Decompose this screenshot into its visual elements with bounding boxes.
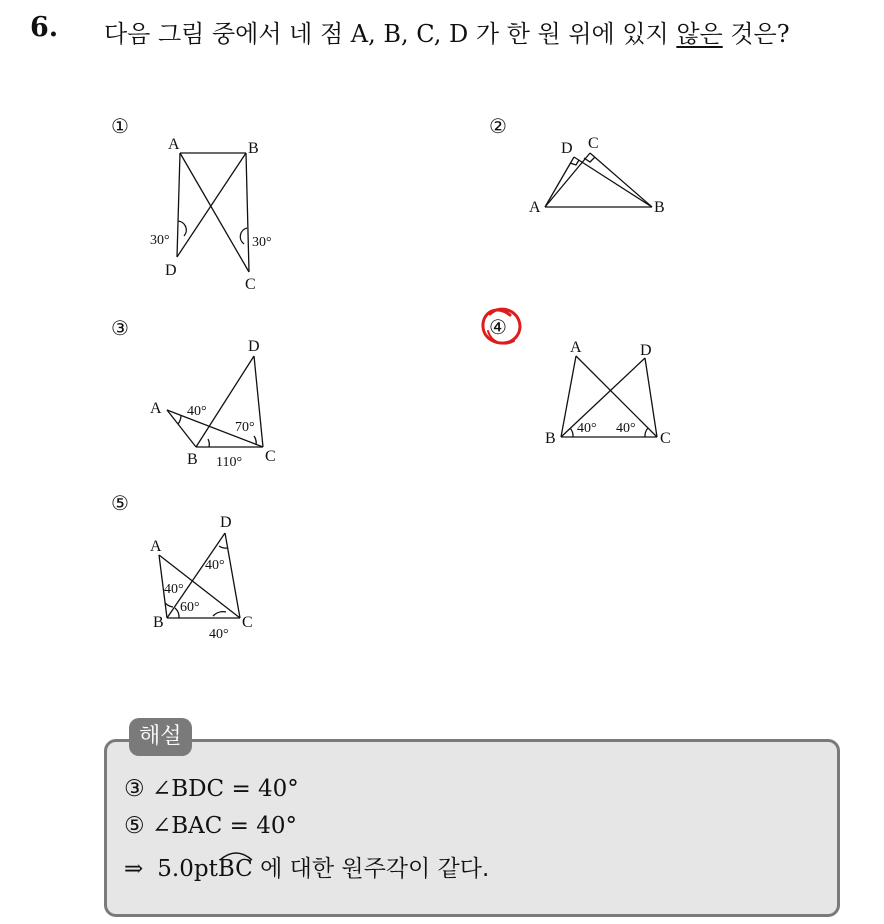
fig3-label-d: D: [248, 338, 260, 355]
fig1-segment-ad: [177, 153, 180, 257]
fig1-angle-arc-c: [240, 228, 247, 244]
fig5-angle-arc-d: [219, 546, 228, 548]
fig1-segment-bd: [177, 153, 246, 257]
fig3-angle-arc-b: [208, 439, 209, 447]
fig1-angle-c-label: 30°: [252, 235, 272, 250]
fig2-label-d: D: [561, 140, 573, 157]
fig1-label-a: A: [168, 136, 180, 153]
arc-prefix: 5.0pt: [157, 856, 218, 882]
fig3-label-b: B: [187, 451, 198, 468]
fig5-label-d: D: [220, 514, 232, 531]
option-3-mark: ③: [111, 318, 129, 340]
fig4-angle-b-label: 40°: [577, 421, 597, 436]
fig3-angle-b-label: 110°: [216, 455, 243, 470]
question-underlined-word: 않은: [676, 20, 723, 48]
arc-bc-label: BC: [217, 856, 253, 882]
implies-arrow: ⇒: [124, 856, 144, 882]
fig3-label-c: C: [265, 448, 276, 465]
figure-2: [545, 153, 652, 207]
fig2-segment-db: [574, 157, 652, 207]
fig5-angle-arc-c: [213, 612, 226, 616]
fig4-label-b: B: [545, 430, 556, 447]
option-1-mark: ①: [111, 116, 129, 138]
solution-line-3: [124, 850, 489, 883]
fig5-angle-arc-b-lower: [175, 608, 179, 618]
fig2-segment-ac: [545, 153, 590, 207]
fig2-label-c: C: [588, 135, 599, 152]
option-4-mark: ④: [489, 317, 507, 339]
fig3-label-a: A: [150, 400, 162, 417]
fig5-label-c: C: [242, 614, 253, 631]
figure-1: [177, 153, 249, 272]
fig2-label-b: B: [654, 199, 665, 216]
fig1-segment-ac: [180, 153, 249, 272]
fig4-angle-c-label: 40°: [616, 421, 636, 436]
solution-line-1: ③ ∠BDC = 40°: [124, 776, 299, 802]
question-text-after: 것은?: [722, 20, 790, 48]
fig1-label-b: B: [248, 140, 259, 157]
fig4-label-a: A: [570, 339, 582, 356]
fig4-label-c: C: [660, 430, 671, 447]
fig4-angle-arc-c: [645, 428, 648, 437]
fig1-label-d: D: [165, 262, 177, 279]
fig5-segment-dc: [225, 533, 240, 618]
option-2-mark: ②: [489, 116, 507, 138]
fig1-label-c: C: [245, 276, 256, 293]
fig5-angle-b-lower-label: 60°: [180, 600, 200, 615]
fig1-segment-bc: [246, 153, 249, 272]
fig4-segment-dc: [645, 358, 657, 437]
fig3-angle-a-label: 40°: [187, 404, 207, 419]
fig5-angle-c-label: 40°: [209, 627, 229, 642]
fig1-angle-d-label: 30°: [150, 233, 170, 248]
fig3-angle-c-label: 70°: [235, 420, 255, 435]
arc-symbol-icon: [218, 849, 254, 861]
fig3-segment-dc: [254, 356, 263, 447]
fig5-angle-d-label: 40°: [205, 558, 225, 573]
fig2-segment-cb: [590, 153, 652, 207]
option-5-mark: ⑤: [111, 493, 129, 515]
fig1-angle-arc-d: [178, 221, 186, 236]
fig2-segment-ad: [545, 157, 574, 207]
fig5-angle-arc-b-upper: [165, 603, 173, 607]
solution-line-3-rest: 에 대한 원주각이 같다.: [252, 856, 490, 882]
question-number: 6.: [30, 12, 59, 43]
solution-line-2: ⑤ ∠BAC = 40°: [124, 813, 297, 839]
question-text-before: 다음 그림 중에서 네 점 A, B, C, D 가 한 원 위에 있지: [104, 20, 677, 48]
fig3-angle-arc-a: [178, 415, 181, 424]
solution-tab: 해설: [129, 718, 192, 756]
fig5-angle-b-upper-label: 40°: [164, 582, 184, 597]
arc-bc: [218, 856, 253, 882]
fig2-label-a: A: [529, 199, 541, 216]
fig4-label-d: D: [640, 342, 652, 359]
figure-4: [561, 356, 657, 437]
fig5-label-b: B: [153, 614, 164, 631]
fig4-angle-arc-b: [570, 428, 573, 437]
fig5-label-a: A: [150, 538, 162, 555]
